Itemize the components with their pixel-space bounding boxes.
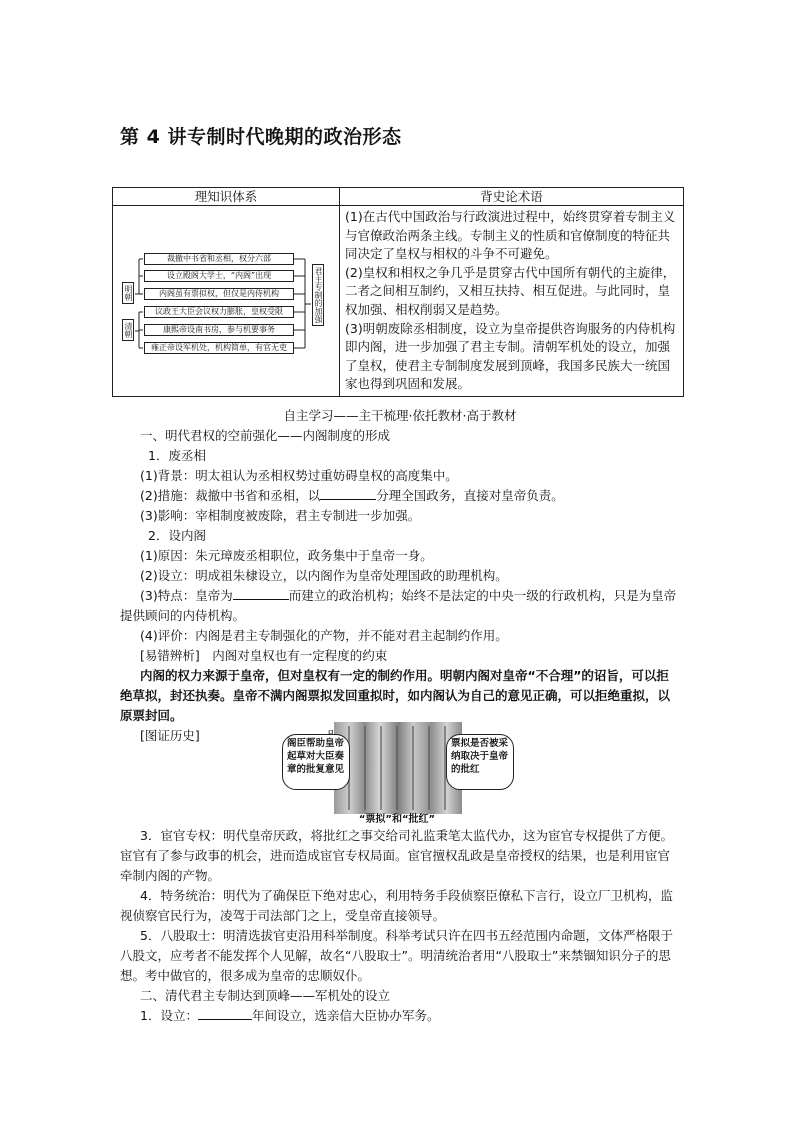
figure-label: [图证历史] bbox=[140, 728, 200, 743]
diagram-item: 裁撤中书省和丞相，权分六部 bbox=[144, 253, 294, 265]
heading-two: 二、清代君主专制达到顶峰——军机处的设立 bbox=[140, 988, 391, 1003]
point-text: 1．设立： bbox=[140, 1008, 198, 1023]
diagram-item: 雍正帝设军机处，机构简单，有官无吏 bbox=[144, 342, 294, 354]
easy-mistake-title: 内阁对皇权也有一定程度的约束 bbox=[212, 648, 388, 663]
knowledge-diagram-cell bbox=[113, 206, 340, 397]
fill-blank[interactable] bbox=[233, 587, 289, 600]
point-text: 年间设立，选亲信大臣协办军务。 bbox=[251, 1008, 440, 1023]
term-paragraph: (2)皇权和相权之争几乎是贯穿古代中国所有朝代的主旋律，二者之间相互制约，又相互扶持、相互促进。与此同时，皇权加强、相权削弱又是趋势。 bbox=[345, 264, 676, 317]
heading-one: 一、明代君权的空前强化——内阁制度的形成 bbox=[140, 428, 391, 443]
point-text: (2)措施：裁撤中书省和丞相，以 bbox=[140, 488, 321, 503]
diagram-qing-label: 清朝 bbox=[122, 319, 134, 341]
point-text: 3．宦官专权：明代皇帝厌政，将批红之事交给司礼监秉笔太监代办，这为宦官专权提供了方便。宦官有了参与政事的机会，进而造成宦官专权局面。宦官擅权乱政是皇帝授权的结果，也是利用宦官牵制内阁的产物。 bbox=[120, 828, 673, 883]
historical-document-image bbox=[334, 722, 462, 814]
page-title: 第 4 讲专制时代晚期的政治形态 bbox=[120, 126, 402, 148]
point-text: 而建立的政治机构；始终不是法定的中央一级的行政机构，只是为皇帝提供顾问的内侍机构。 bbox=[120, 588, 677, 623]
easy-mistake-line bbox=[120, 646, 680, 666]
point-text: (4)评价：内阁是君主专制强化的产物，并不能对君主起制约作用。 bbox=[140, 628, 508, 643]
knowledge-diagram bbox=[113, 206, 339, 386]
subheading: 2．设内阁 bbox=[148, 528, 206, 543]
fill-blank[interactable] bbox=[320, 487, 376, 500]
term-paragraph: (1)在古代中国政治与行政演进过程中，始终贯穿着专制主义与官僚政治两条主线。专制主义的性质和官僚制度的特征共同决定了皇权与相权的斗争不可避免。 bbox=[345, 209, 676, 262]
diagram-ming-label: 明朝 bbox=[122, 282, 134, 304]
table-header-right: 背史论术语 bbox=[340, 188, 684, 206]
diagram-item: 议政王大臣会议权力膨胀，皇权受限 bbox=[144, 306, 294, 318]
terms-cell bbox=[340, 206, 684, 397]
diagram-item: 内阁虽有票拟权，但仅是内侍机构 bbox=[144, 288, 294, 300]
easy-mistake-label: [易错辨析] bbox=[140, 648, 200, 663]
point-text: 5．八股取士：明清选拔官吏沿用科举制度。科举考试只许在四书五经范围内命题，文体严格限于八股文，应考者不能发挥个人见解，故名“八股取士”。明清统治者用“八股取士”来禁锢知识分子的思想。考中做官的，很多成为皇帝的忠顺奴仆。 bbox=[120, 928, 673, 983]
piaoni-pihong-figure bbox=[282, 722, 514, 825]
term-paragraph: (3)明朝废除丞相制度，设立为皇帝提供咨询服务的内侍机构即内阁，进一步加强了君主专制。清朝军机处的设立，加强了皇权，使君主专制制度发展到顶峰，我国多民族大一统国家也得到巩固和发展。 bbox=[345, 320, 676, 392]
figure-caption: “票拟”和“批红” bbox=[358, 814, 436, 825]
point-text-with-blank bbox=[120, 586, 680, 626]
point-text: (2)设立：明成祖朱棣设立，以内阁作为皇帝处理国政的助理机构。 bbox=[140, 568, 508, 583]
knowledge-table bbox=[112, 187, 684, 397]
right-speech-bubble: 票拟是否被采纳取决于皇帝的批红 bbox=[446, 734, 514, 790]
point-text: (3)特点：皇帝为 bbox=[140, 588, 233, 603]
point-text: (3)影响：宰相制度被废除，君主专制进一步加强。 bbox=[140, 508, 421, 523]
table-header-left: 理知识体系 bbox=[113, 188, 340, 206]
point-text: 分理全国政务，直接对皇帝负责。 bbox=[376, 488, 564, 503]
point-text-with-blank bbox=[120, 486, 680, 506]
diagram-item: 康熙帝设南书房，参与机要事务 bbox=[144, 324, 294, 336]
point-text-with-blank bbox=[120, 1006, 680, 1026]
study-section-part2 bbox=[120, 826, 680, 1026]
fill-blank[interactable] bbox=[198, 1007, 252, 1020]
point-text: (1)原因：朱元璋废丞相职位，政务集中于皇帝一身。 bbox=[140, 548, 433, 563]
diagram-result-box: 君主专制的加强 bbox=[312, 264, 324, 326]
diagram-item: 设立殿阁大学士，“内阁”出现 bbox=[144, 270, 294, 282]
study-section-part1 bbox=[120, 406, 680, 746]
easy-mistake-body: 内阁的权力来源于皇帝，但对皇权有一定的制约作用。明朝内阁对皇帝“不合理”的诏旨，可以拒绝草拟，封还执奏。皇帝不满内阁票拟发回重拟时，如内阁认为自己的意见正确，可以拒绝重拟，以原票封回。 bbox=[120, 668, 671, 723]
left-speech-bubble: 阁臣帮助皇帝起草对大臣奏章的批复意见 bbox=[282, 734, 350, 790]
point-text: 4．特务统治：明代为了确保臣下绝对忠心，利用特务手段侦察臣僚私下言行，设立厂卫机构，监视侦察官民行为，凌驾于司法部门之上，受皇帝直接领导。 bbox=[120, 888, 673, 923]
subheading: 1．废丞相 bbox=[148, 448, 206, 463]
point-text: (1)背景：明太祖认为丞相权势过重妨碍皇权的高度集中。 bbox=[140, 468, 458, 483]
section-header: 自主学习——主干梳理·依托教材·高于教材 bbox=[283, 408, 517, 423]
